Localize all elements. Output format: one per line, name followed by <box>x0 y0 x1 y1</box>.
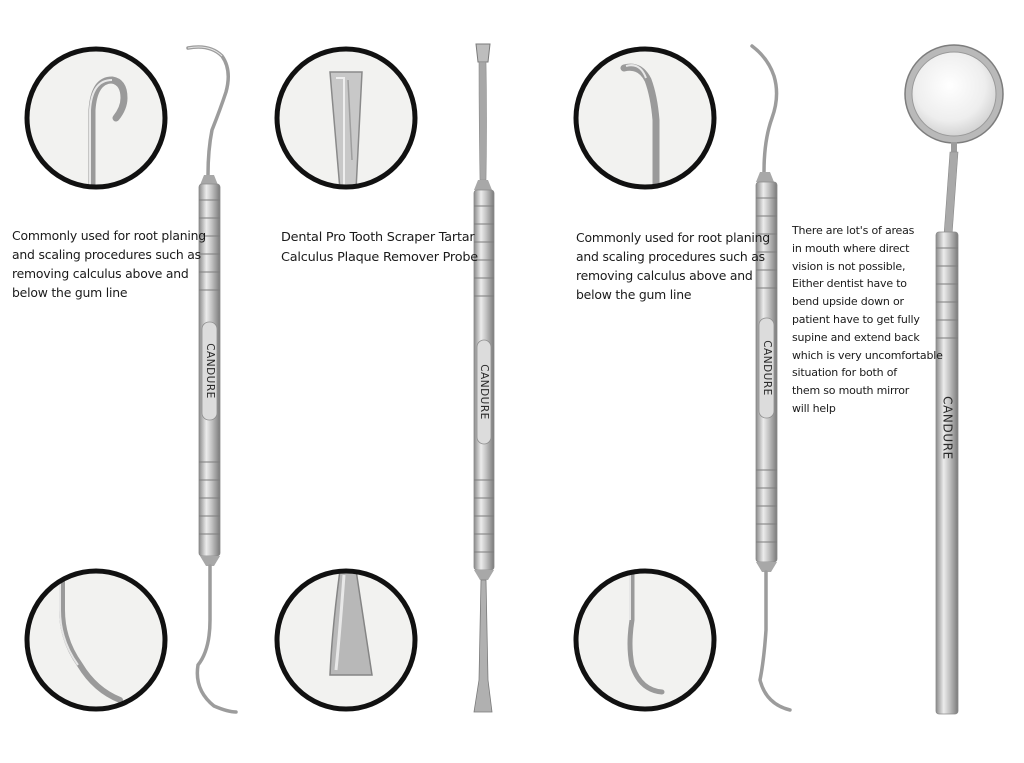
zoom-circle-bottom-left <box>27 570 165 709</box>
zoom-circle-top-right <box>576 49 714 200</box>
engraving-3: CANDURE <box>761 340 773 396</box>
description-scaler-right: Commonly used for root planing and scaling procedures such as removing calculus above and below the gum line <box>576 230 770 302</box>
zoom-circle-bottom-right <box>576 570 714 709</box>
zoom-circle-bottom-middle <box>277 570 415 709</box>
description-scaler-left: Commonly used for root planing and scaling procedures such as removing calculus above and below the gum line <box>12 228 206 300</box>
zoom-circle-top-middle <box>277 49 415 190</box>
description-scraper: Dental Pro Tooth Scraper Tartar Calculus Plaque Remover Probe <box>281 230 478 265</box>
engraving-1: CANDURE <box>204 343 216 399</box>
engraving-4: CANDURE <box>940 396 955 460</box>
description-mouth-mirror: There are lot's of areas in mouth where direct vision is not possible, Either dentist have to bend upside down or patient have to get fully supine and extend back which is very uncomfortable situation for both of them so mouth mirror will help <box>792 224 943 415</box>
zoom-circle-top-left <box>27 49 165 200</box>
engraving-2: CANDURE <box>478 364 490 420</box>
